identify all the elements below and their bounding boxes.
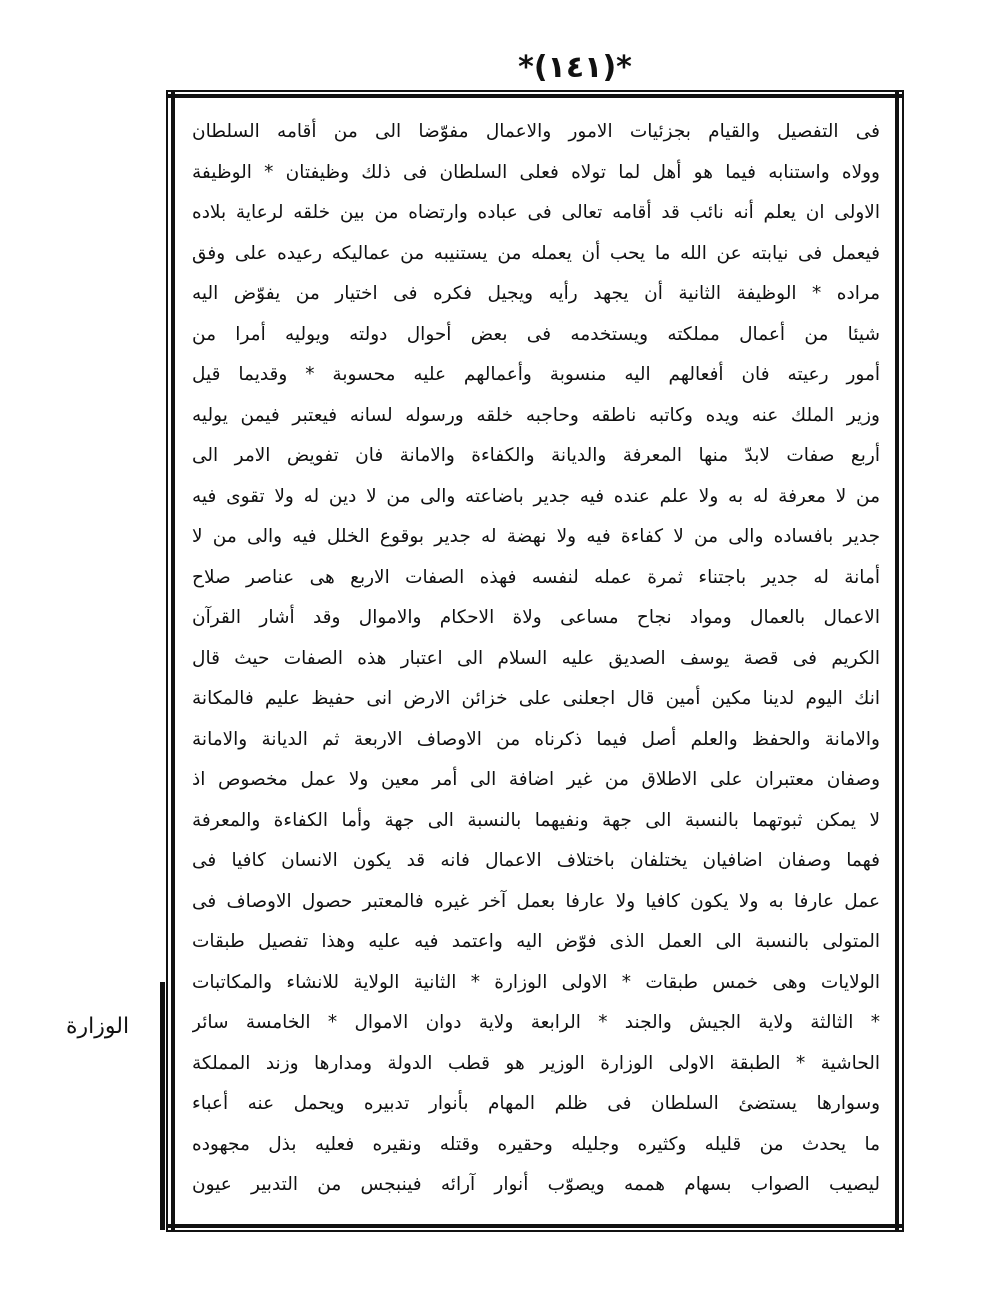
text-line: وصفان معتبران على الاطلاق من غير اضافة الى أمر معين ولا عمل مخصوص اذ [192, 769, 880, 790]
text-line: مراده * الوظيفة الثانية أن يجهد رأيه ويجيل فكره فى اختيار من يفوّض اليه [192, 283, 880, 304]
text-line: والامانة والحفظ والعلم أصل فيما ذكرناه من الاوصاف الاربعة ثم الديانة والامانة [192, 728, 880, 750]
text-line: لا يمكن ثبوتهما بالنسبة الى جهة ونفيهما بالنسبة الى جهة وأما الكفاءة والمعرفة [192, 809, 880, 831]
margin-marker-rule [160, 982, 165, 1230]
frame-right-rule [895, 92, 899, 1230]
margin-heading: الوزارة [66, 1014, 130, 1039]
text-line: أمانة له جدير باجتناء ثمرة عمله لنفسه فهذه الصفات الاربع هى عناصر صلاح [192, 566, 880, 588]
frame-bottom-rule [168, 1224, 902, 1228]
text-line: ما يحدث من قليله وكثيره وجليله وحقيره وقتله ونقيره فعليه بذل مجهوده [192, 1133, 880, 1155]
body-text [192, 112, 880, 1206]
text-line: الولايات وهى خمس طبقات * الاولى الوزارة * الثانية الولاية للانشاء والمكاتبات [192, 971, 880, 993]
text-line: انك اليوم لدينا مكين أمين قال اجعلنى على خزائن الارض انى حفيظ عليم فالمكانة [192, 688, 880, 709]
frame-left-rule [171, 92, 175, 1230]
text-line: الكريم فى قصة يوسف الصديق عليه السلام الى اعتبار هذه الصفات حيث قال [192, 647, 880, 669]
text-line: عمل عارفا به ولا يكون كافيا ولا عارفا بعمل آخر غيره فالمعتبر حصول الاوصاف فى [192, 890, 880, 912]
page-number: *(١٤١)* [518, 50, 632, 85]
text-line: * الثالثة ولاية الجيش والجند * الرابعة ولاية دوان الاموال * الخامسة سائر [192, 1012, 880, 1033]
text-line: الحاشية * الطبقة الاولى الوزارة الوزير هو قطب الدولة ومدارها وزند المملكة [192, 1052, 880, 1074]
text-line: جدير بافساده والى من لا كفاءة فيه ولا نهضة له جدير بوقوع الخلل فيه والى من لا [192, 526, 880, 547]
text-line: الاولى ان يعلم أنه نائب قد أقامه تعالى فى عباده وارتضاه من بين خلقه لرعاية بلاده [192, 202, 880, 223]
text-line: أمور رعيته فان أفعالهم اليه منسوبة وأعمالهم عليه محسوبة * وقديما قيل [192, 364, 880, 385]
text-frame [166, 90, 904, 1232]
text-line: فهما وصفان اضافيان يختلفان باختلاف الاعمال فانه قد يكون الانسان كافيا فى [192, 850, 880, 871]
text-line: فى التفصيل والقيام بجزئيات الامور والاعمال مفوّضا الى من أقامه السلطان [192, 121, 880, 142]
text-line: من لا معرفة له به ولا علم عنده فيه جدير باضاعته والى من لا دين له ولا تقوى فيه [192, 485, 880, 507]
text-line: فيعمل فى نيابته عن الله ما يحب أن يعمله من يستنيبه من عماليكه رعيده على وفق [192, 242, 880, 264]
text-line: وولاه واستنابه فيما هو أهل لما تولاه فعلى السلطان فى ذلك وظيفتان * الوظيفة [192, 161, 880, 183]
text-line: ليصيب الصواب بسهام هممه ويصوّب أنوار آرائه فينبجس من التدبير عيون [192, 1174, 880, 1195]
text-line: المتولى بالنسبة الى العمل الذى فوّض اليه واعتمد فيه عليه وهذا تفصيل طبقات [192, 931, 880, 952]
text-line: الاعمال بالعمال ومواد نجاح مساعى ولاة الاحكام والاموال وقد أشار القرآن [192, 607, 880, 628]
text-line: وسوارها يستضئ السلطان فى ظلم المهام بأنوار تدبيره ويحمل عنه أعباء [192, 1093, 880, 1114]
text-line: وزير الملك عنه ويده وكاتبه ناطقه وحاجبه خلقه ورسوله لسانه فيعتبر فيمن يوليه [192, 404, 880, 426]
text-line: شيئا من أعمال مملكته ويستخدمه فى بعض أحوال دولته ويوليه أمرا من [192, 323, 880, 345]
frame-top-rule [168, 94, 902, 98]
text-line: أربع صفات لابدّ منها المعرفة والديانة والكفاءة والامانة فان تفويض الامر الى [192, 445, 880, 466]
